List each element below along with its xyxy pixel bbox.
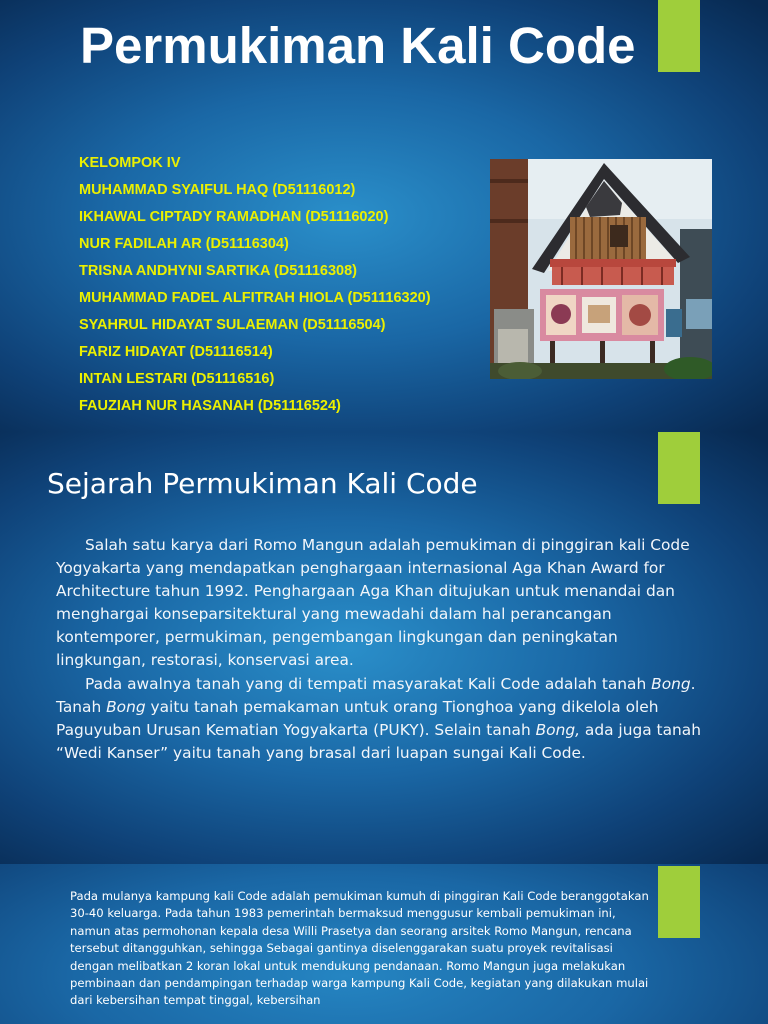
title-slide <box>0 0 768 432</box>
group-member-list <box>79 152 431 422</box>
text-run: yaitu tanah pemakaman untuk orang Tionghoa yang dikelola oleh Paguyuban Urusan Kematian Yogyakarta (PUKY). Selain tanah <box>56 697 659 739</box>
history-slide <box>0 432 768 864</box>
group-heading: KELOMPOK IV <box>79 155 181 171</box>
member-item: NUR FADILAH AR (D51116304) <box>79 236 289 252</box>
section-title: Sejarah Permukiman Kali Code <box>47 467 478 500</box>
text-run: ada juga tanah “Wedi Kanser” yaitu tanah yang brasal dari luapan sungai Kali Code. <box>56 720 701 762</box>
history-body <box>56 534 704 765</box>
accent-bar <box>658 866 700 938</box>
text-run: . Tanah <box>56 674 696 716</box>
accent-bar <box>658 0 700 72</box>
member-item: MUHAMMAD SYAIFUL HAQ (D51116012) <box>79 182 356 198</box>
italic-term: Bong <box>106 697 146 716</box>
body-text: Pada mulanya kampung kali Code adalah pemukiman kumuh di pinggiran Kali Code beranggotakan 30-40 keluarga. Pada tahun 1983 pemerintah bermaksud menggusur kembali pemukiman ini, namun atas permohonan kepala desa Willi Prasetya dan seorang arsitek Romo Mangun, rencana tersebut ditangguhkan, sehingga Sebagai gantinya diselenggarakan suatu proyek revitalisasi dengan melibatkan 2 koran lokal untuk mendukung pendanaan. Romo Mangun juga melakukan pembinaan dan pendampingan terhadap warga kampung Kali Code, kegiatan yang dilakukan mulai dari kebersihan tempat tinggal, kebersihan <box>70 889 649 1008</box>
background-slide <box>0 864 768 1024</box>
italic-term: Bong, <box>535 720 581 739</box>
member-item: TRISNA ANDHYNI SARTIKA (D51116308) <box>79 263 357 279</box>
text-run: Pada awalnya tanah yang di tempati masyarakat Kali Code adalah tanah <box>85 674 652 693</box>
member-item: FAUZIAH NUR HASANAH (D51116524) <box>79 398 341 414</box>
paragraph: Salah satu karya dari Romo Mangun adalah pemukiman di pinggiran kali Code Yogyakarta yang mendapatkan penghargaan internasional Aga Khan Award for Architecture tahun 1992. Penghargaan Aga Khan ditujukan untuk menandai dan menghargai konseparsitektural yang mewadahi dalam hal perancangan kontemporer, permukiman, pengembangan lingkungan dan peningkatan lingkungan, restorasi, konservasi area. <box>56 536 690 670</box>
member-item: INTAN LESTARI (D51116516) <box>79 371 275 387</box>
accent-bar <box>658 432 700 504</box>
member-item: SYAHRUL HIDAYAT SULAEMAN (D51116504) <box>79 317 386 333</box>
member-item: MUHAMMAD FADEL ALFITRAH HIOLA (D51116320) <box>79 290 431 306</box>
italic-term: Bong <box>651 674 691 693</box>
paragraph <box>56 673 704 765</box>
house-photo <box>490 159 712 379</box>
member-item: IKHAWAL CIPTADY RAMADHAN (D51116020) <box>79 209 389 225</box>
slide-title: Permukiman Kali Code <box>80 17 636 74</box>
member-item: FARIZ HIDAYAT (D51116514) <box>79 344 273 360</box>
